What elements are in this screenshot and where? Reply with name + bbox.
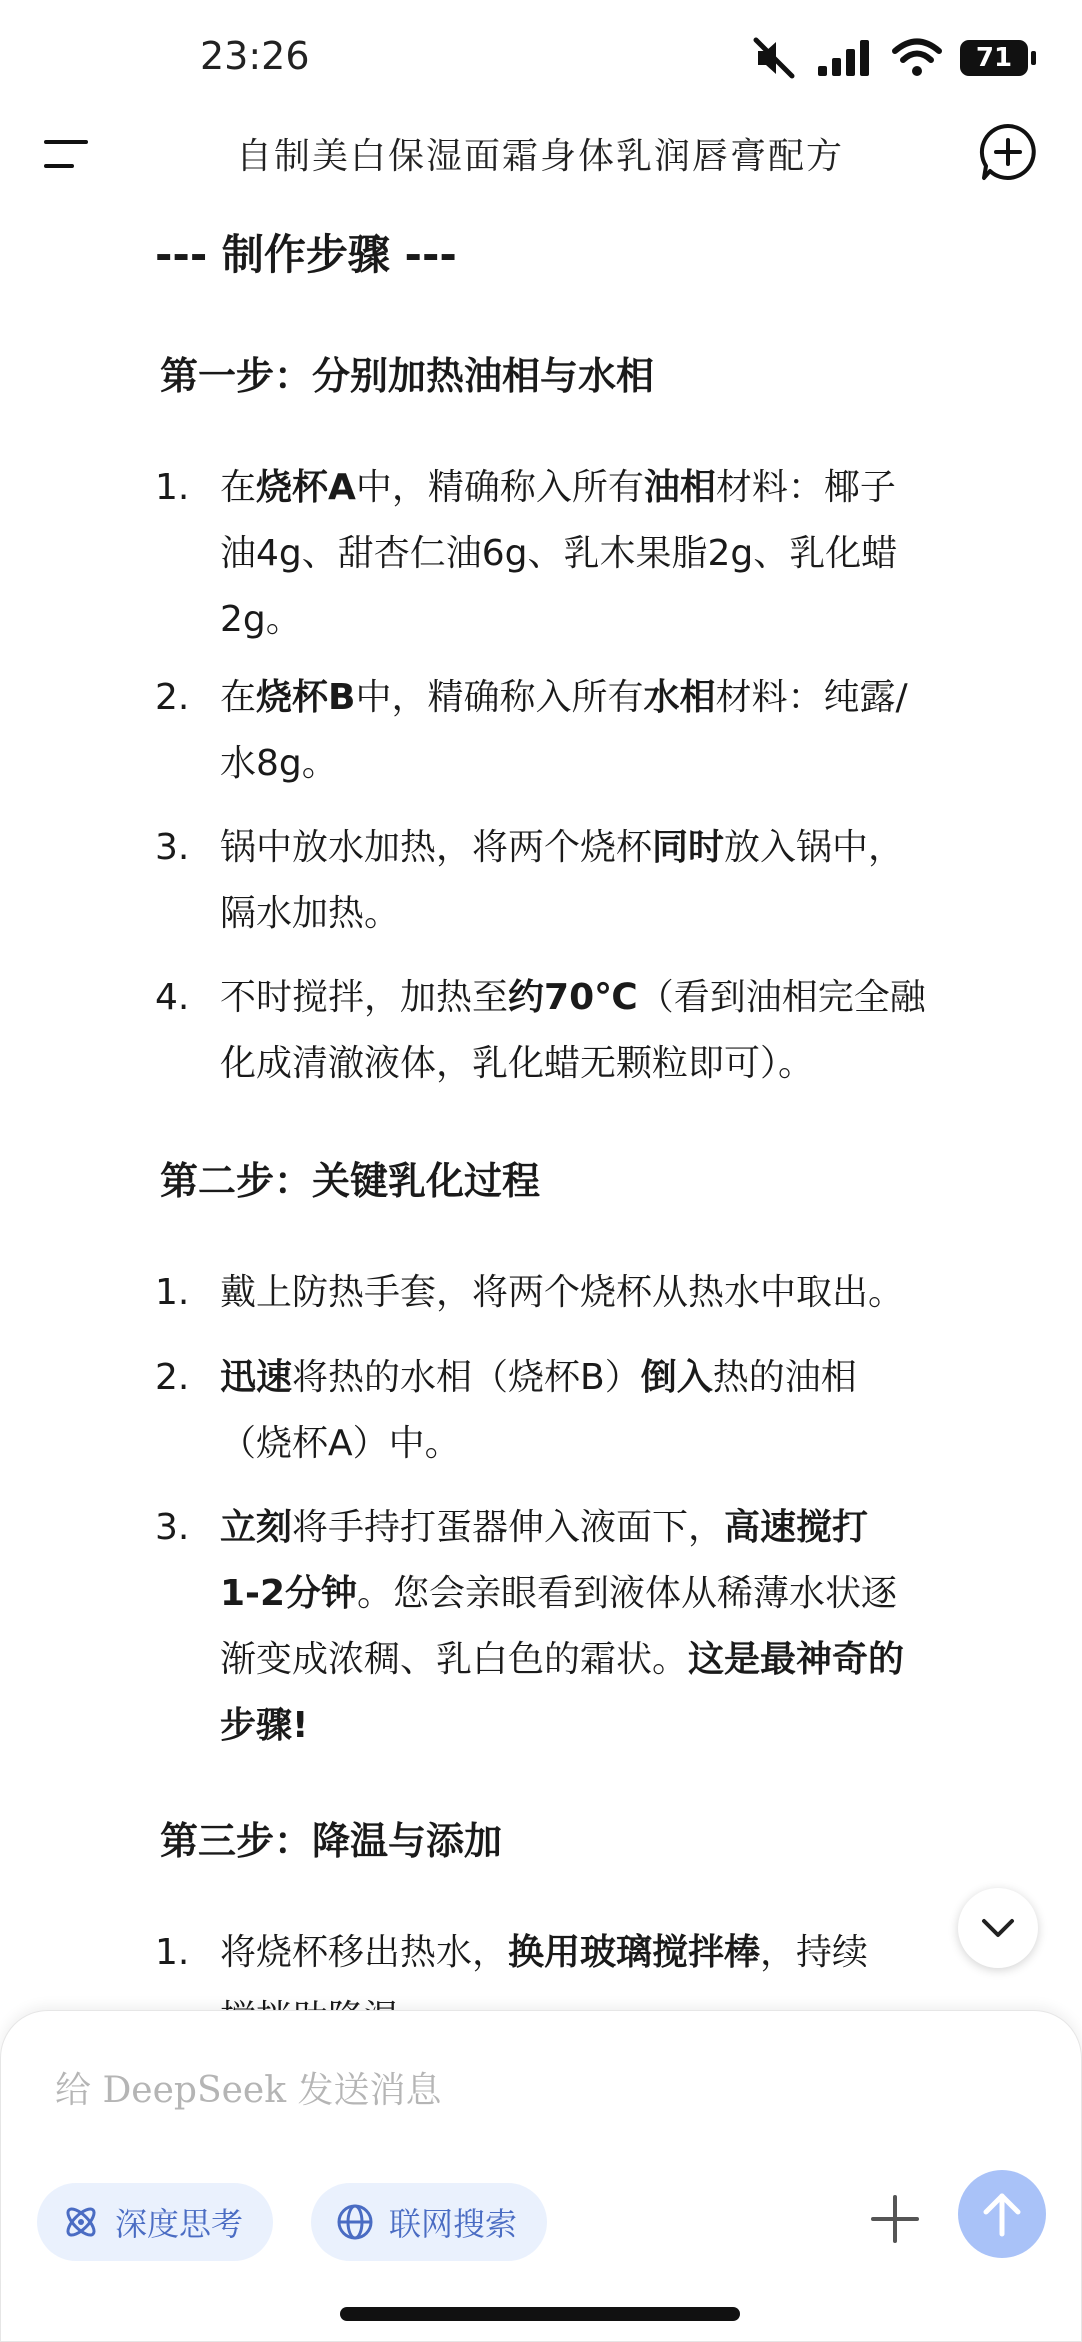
web-search-toggle[interactable] [311,2183,547,2261]
text: 在 [220,677,257,718]
section-title: --- 制作步骤 --- [155,230,457,279]
text: 渐变成浓稠、乳白色的霜状。 [220,1639,689,1680]
text-line: 2g。 [220,599,302,640]
scroll-to-bottom-button[interactable] [958,1888,1038,1968]
step1-item-1 [155,455,1035,653]
text-line: 隔水加热。 [220,893,401,934]
battery-icon [960,40,1028,76]
deep-think-toggle[interactable] [37,2183,273,2261]
bold-text: 迅速 [220,1357,293,1398]
step2-item-3 [155,1495,1035,1759]
bold-text: 水相 [643,677,716,718]
message-composer [0,2010,1082,2342]
list-number: 1. [155,1932,190,1973]
text-line: 戴上防热手套，将两个烧杯从热水中取出。 [220,1272,905,1313]
step3-heading: 第三步：降温与添加 [160,1819,503,1863]
bold-text: 1-2分钟 [220,1573,358,1614]
chevron-down-icon [980,1917,1016,1939]
bold-text: 同时 [652,827,725,868]
bold-text: 立刻 [220,1507,293,1548]
text: 锅中放水加热，将两个烧杯 [220,827,653,868]
status-time: 23:26 [200,34,310,78]
list-number: 2. [155,677,190,718]
step1-item-4 [155,965,1035,1097]
wifi-icon [892,38,942,78]
text-line: 化成清澈液体，乳化蜡无颗粒即可）。 [220,1043,815,1084]
step2-item-1 [155,1260,1035,1326]
globe-icon [335,2202,375,2242]
bold-text: 烧杯A [256,467,356,508]
bold-text: 油相 [643,467,716,508]
bold-text: 高速搅打 [724,1507,869,1548]
mute-icon [752,36,798,80]
list-number: 3. [155,827,190,868]
send-button[interactable] [958,2170,1046,2258]
text-line: 水8g。 [220,743,338,784]
text: 材料：纯露/ [715,677,908,718]
list-number: 1. [155,467,190,508]
signal-icon [816,38,874,78]
assistant-message [0,210,1080,2010]
text: 在 [220,467,257,508]
menu-icon[interactable] [40,128,92,180]
status-icons [752,36,1028,80]
atom-icon [61,2202,101,2242]
new-chat-icon[interactable] [976,120,1040,184]
text-line: （烧杯A）中。 [220,1423,461,1464]
step2-item-2 [155,1345,1035,1477]
list-number: 3. [155,1507,190,1548]
text: 材料：椰子 [715,467,896,508]
battery-level: 71 [975,43,1013,73]
attach-plus-icon[interactable] [869,2193,921,2245]
text: 将手持打蛋器伸入液面下， [292,1507,725,1548]
app-header [0,110,1080,200]
bold-text: 步骤! [220,1705,309,1746]
web-search-label: 联网搜索 [389,2205,518,2243]
chat-title[interactable]: 自制美白保湿面霜身体乳润唇膏配方 [235,136,844,177]
step1-heading: 第一步：分别加热油相与水相 [160,354,655,398]
text: ，持续 [760,1932,869,1973]
step1-item-3 [155,815,1035,947]
home-indicator[interactable] [340,2307,740,2321]
step1-item-2 [155,665,1035,797]
list-number: 1. [155,1272,190,1313]
list-number: 4. [155,977,190,1018]
text: 将热的水相（烧杯B） [292,1357,641,1398]
list-number: 2. [155,1357,190,1398]
text: 放入锅中， [724,827,905,868]
text: 不时搅拌，加热至 [220,977,509,1018]
bold-text: 换用玻璃搅拌棒 [508,1932,761,1973]
bold-text: 烧杯B [256,677,356,718]
bold-text: 约70℃ [508,977,638,1018]
arrow-up-icon [980,2190,1024,2238]
bold-text: 这是最神奇的 [688,1639,905,1680]
status-bar [0,0,1080,120]
deep-think-label: 深度思考 [115,2205,244,2243]
message-input[interactable] [53,2069,877,2112]
text: 中，精确称入所有 [355,467,644,508]
text: 热的油相 [712,1357,857,1398]
bold-text: 倒入 [640,1357,713,1398]
text: 。您会亲眼看到液体从稀薄水状逐 [357,1573,898,1614]
text: 中，精确称入所有 [355,677,644,718]
text: 将烧杯移出热水， [220,1932,509,1973]
text-line: 油4g、甜杏仁油6g、乳木果脂2g、乳化蜡 [220,533,898,574]
text: （看到油相完全融 [637,977,926,1018]
step2-heading: 第二步：关键乳化过程 [160,1159,541,1203]
